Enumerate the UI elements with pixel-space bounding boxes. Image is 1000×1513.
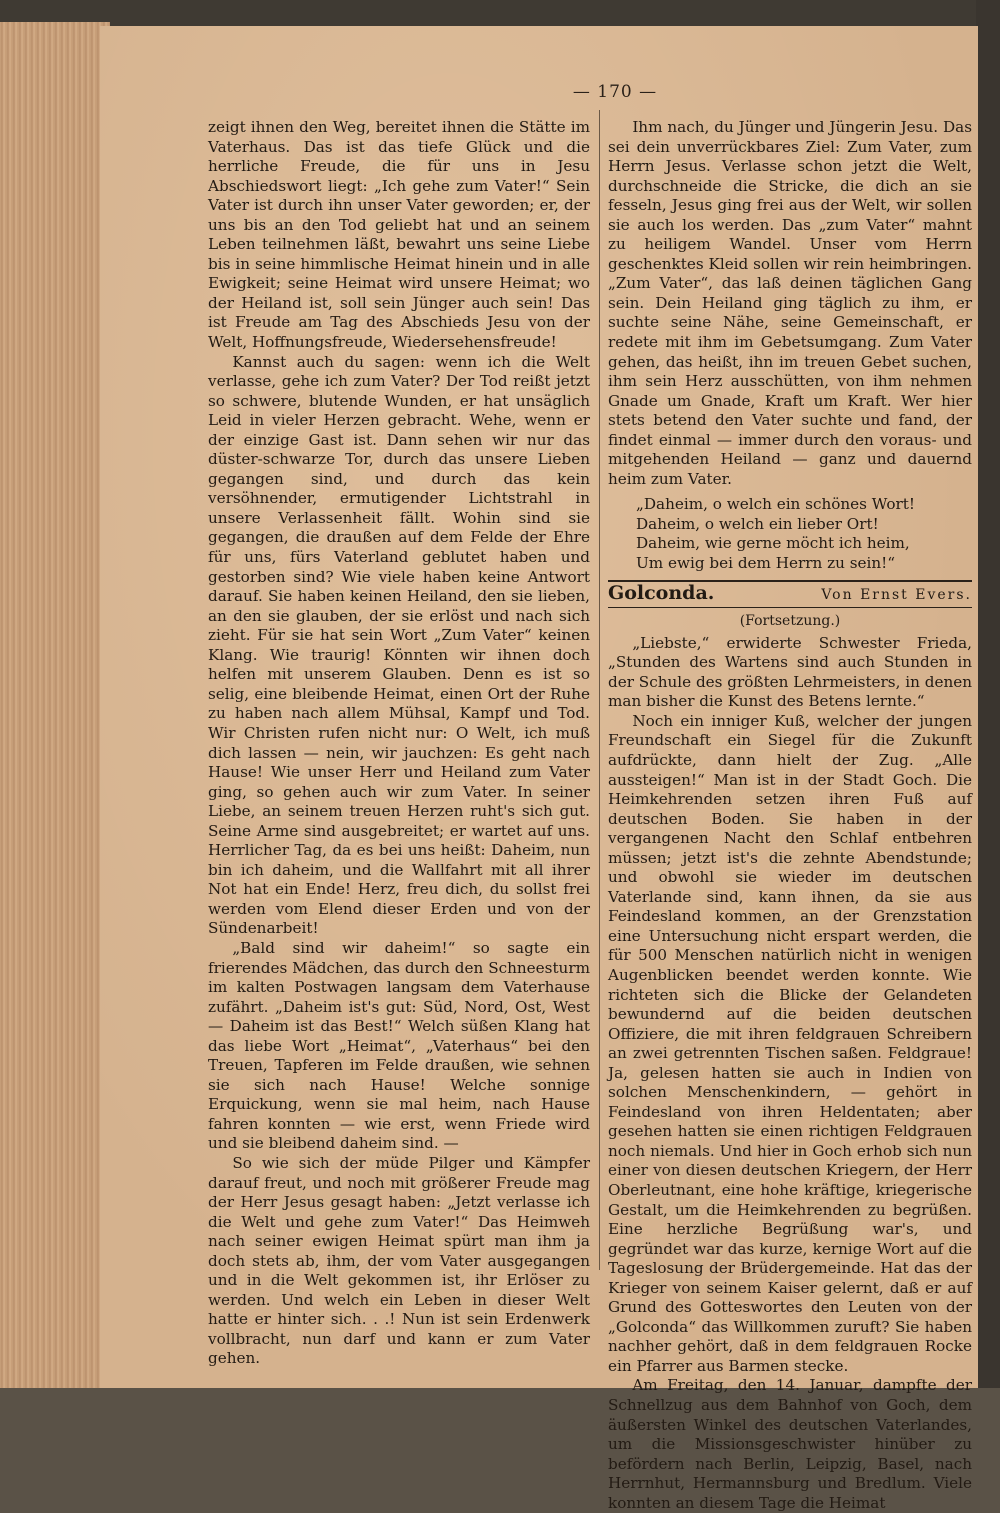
- column-divider: [599, 110, 600, 1270]
- paragraph: „Bald sind wir daheim!“ so sagte ein frierendes Mädchen, das durch den Schneesturm im kalten Postwagen langsam dem Vaterhause zufährt. „Daheim ist's gut: Süd, Nord, Ost, West — Daheim ist das Best!“ Welch süßen Klang hat das liebe Wort „Heimat“, „Vaterhaus“ bei den Treuen, Tapferen im Felde draußen, wie sehnen sie sich nach Hause! Welche sonnige Erquickung, wenn sie mal heim, nach Hause fahren konnten — wie erst, wenn Friede wird und sie bleibend daheim sind. —: [208, 938, 590, 1153]
- dark-background-right: [976, 0, 1000, 1388]
- article-title: Golconda.: [608, 581, 715, 604]
- left-column: [208, 118, 590, 1369]
- paragraph: Noch ein inniger Kuß, welcher der jungen Freundschaft ein Siegel für die Zukunft aufdrückte, dann hielt der Zug. „Alle aussteigen!“ Man ist in der Stadt Goch. Die Heimkehrenden setzen ihren Fuß auf deutschen Boden. Sie haben in der vergangenen Nacht den Schlaf entbehren müssen; jetzt ist's die zehnte Abendstunde; und obwohl sie wieder im deutschen Vaterlande sind, kann ihnen, da sie aus Feindesland kommen, an der Grenzstation eine Untersuchung nicht erspart werden, die für 500 Menschen natürlich nicht in wenigen Augenblicken beendet werden konnte. Wie richteten sich die Blicke der Gelandeten bewundernd auf die beiden deutschen Offiziere, die mit ihren feldgrauen Schreibern an zwei getrennten Tischen saßen. Feldgraue! Ja, gelesen hatten sie auch in Indien von solchen Menschenkindern, — gehört in Feindesland von ihren Heldentaten; aber gesehen hatten sie einen richtigen Feldgrauen noch niemals. Und hier in Goch erhob sich nun einer von diesen deutschen Kriegern, der Herr Oberleutnant, eine hohe kräftige, kriegerische Gestalt, um die Heimkehrenden zu begrüßen. Eine herzliche Begrüßung war's, und gegründet war das kurze, kernige Wort auf die Tageslosung der Brüdergemeinde. Hat das der Krieger von seinem Kaiser gelernt, daß er auf Grund des Gotteswortes den Leuten von der „Golconda“ das Willkommen zuruft? Sie haben nachher gehört, daß in dem feldgrauen Rocke ein Pfarrer aus Barmen stecke.: [608, 711, 972, 1375]
- article-author: Von Ernst Evers.: [821, 586, 972, 603]
- poem-line: „Daheim, o welch ein schönes Wort!: [636, 495, 915, 514]
- header-rule: [608, 607, 972, 608]
- right-column: [608, 118, 972, 1513]
- paragraph: Ihm nach, du Jünger und Jüngerin Jesu. Das sei dein unverrückbares Ziel: Zum Vater, zum Herrn Jesus. Verlasse schon jetzt die Welt, durchschneide die Stricke, die dich an sie fesseln, Jesus ging frei aus der Welt, wir sollen sie auch los werden. Das „zum Vater“ mahnt zu heiligem Wandel. Unser vom Herrn geschenktes Kleid sollen wir rein heimbringen. „Zum Vater“, das laß deinen täglichen Gang sein. Dein Heiland ging täglich zu ihm, er suchte seine Nähe, seine Gemeinschaft, er redete mit ihm im Gebetsumgang. Zum Vater gehen, das heißt, ihn im treuen Gebet suchen, ihm sein Herz ausschütten, von ihm nehmen Gnade um Gnade, Kraft um Kraft. Wer hier stets betend den Vater suchte und fand, der findet einmal — immer durch den voraus- und mitgehenden Heiland — ganz und dauernd heim zum Vater.: [608, 118, 972, 488]
- poem-line: Um ewig bei dem Herrn zu sein!“: [636, 554, 896, 573]
- poem-line: Daheim, o welch ein lieber Ort!: [636, 514, 879, 533]
- paragraph: Kannst auch du sagen: wenn ich die Welt verlasse, gehe ich zum Vater? Der Tod reißt jetzt so schwere, blutende Wunden, er hat unsäglich Leid in vieler Herzen gebracht. Wehe, wenn er der einzige Gast ist. Dann sehen wir nur das düster-schwarze Tor, durch das unsere Lieben gegangen sind, und durch das kein versöhnender, ermutigender Lichtstrahl in unsere Verlassenheit fällt. Wohin sind sie gegangen, die draußen auf dem Felde der Ehre für uns, fürs Vaterland geblutet haben und gestorben sind? Wie viele haben keine Antwort darauf. Sie haben keinen Heiland, den sie lieben, an den sie glauben, der sie erlöst und nach sich zieht. Für sie hat sein Wort „Zum Vater“ keinen Klang. Wie traurig! Könnten wir ihnen doch helfen mit unserem Glauben. Denn es ist so selig, eine bleibende Heimat, einen Ort der Ruhe zu haben nach allem Mühsal, Kampf und Tod. Wir Christen rufen nicht nur: O Welt, ich muß dich lassen — nein, wir jauchzen: Es geht nach Hause! Wie unser Herr und Heiland zum Vater ging, so gehen auch wir zum Vater. In seiner Liebe, an seinem treuen Herzen ruht's sich gut. Seine Arme sind ausgebreitet; er wartet auf uns. Herrlicher Tag, da es bei uns heißt: Daheim, nun bin ich daheim, und die Wallfahrt mit all ihrer Not hat ein Ende! Herz, freu dich, du sollst frei werden vom Elend dieser Erden und von der Sündenarbeit!: [208, 352, 590, 938]
- continuation-note: (Fortsetzung.): [739, 613, 841, 630]
- poem-line: Daheim, wie gerne möcht ich heim,: [636, 534, 910, 553]
- article-header: [608, 581, 972, 606]
- paragraph: So wie sich der müde Pilger und Kämpfer darauf freut, und noch mit größerer Freude mag der Herr Jesus gesagt haben: „Jetzt verlasse ich die Welt und gehe zum Vater!“ Das Heimweh nach seiner ewigen Heimat spürt man ihm ja doch stets ab, ihm, der vom Vater ausgegangen und in die Welt gekommen ist, ihr Erlöser zu werden. Und welch ein Leben in dieser Welt hatte er hinter sich. . .! Nun ist sein Erdenwerk vollbracht, nun darf und kann er zum Vater gehen.: [208, 1153, 590, 1368]
- page-number: — 170 —: [572, 82, 658, 102]
- poem: [608, 495, 972, 573]
- paragraph: zeigt ihnen den Weg, bereitet ihnen die Stätte im Vaterhaus. Das ist das tiefe Glück und die herrliche Freude, die für uns in Jesu Abschiedswort liegt: „Ich gehe zum Vater!“ Sein Vater ist durch ihn unser Vater geworden; er, der uns bis an den Tod geliebt hat und an seinem Leben teilnehmen läßt, bewahrt uns seine Liebe bis in seine himmlische Heimat hinein und in alle Ewigkeit; seine Heimat wird unsere Heimat; wo der Heiland ist, soll sein Jünger auch sein! Das ist Freude am Tag des Abschieds Jesu von der Welt, Hoffnungsfreude, Wiedersehensfreude!: [208, 118, 590, 352]
- paragraph: „Liebste,“ erwiderte Schwester Frieda, „Stunden des Wartens sind auch Stunden in der Schule des größten Lehrmeisters, in denen man bisher die Kunst des Betens lernte.“: [608, 633, 972, 711]
- book-page-edges: [0, 22, 110, 1388]
- paragraph: Am Freitag, den 14. Januar, dampfte der Schnellzug aus dem Bahnhof von Goch, dem äußersten Winkel des deutschen Vaterlandes, um die Missionsgeschwister hinüber zu befördern nach Berlin, Leipzig, Basel, nach Herrnhut, Hermannsburg und Bredlum. Viele konnten an diesem Tage die Heimat: [608, 1376, 972, 1512]
